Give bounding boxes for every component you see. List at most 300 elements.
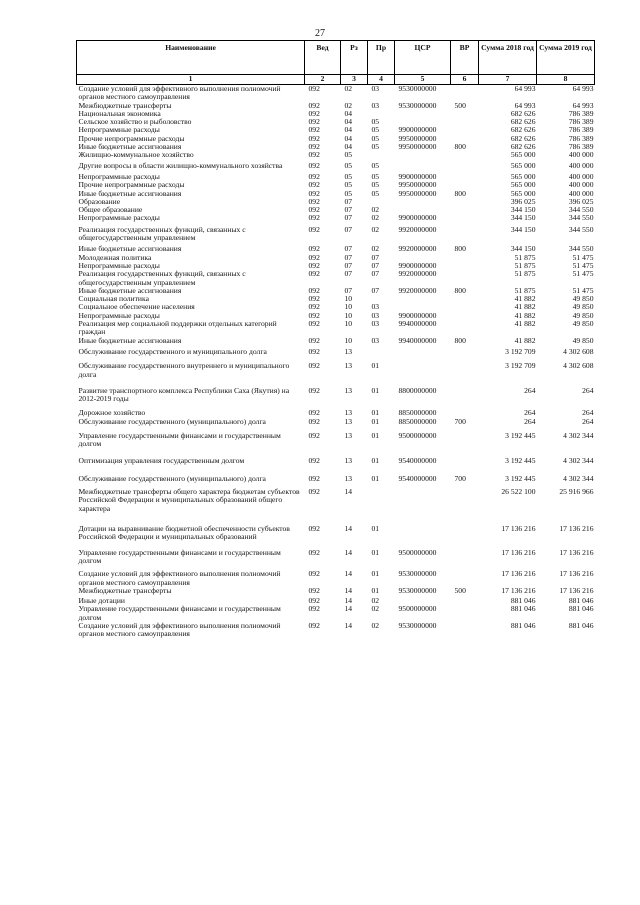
cell-sum-2019: 344 550 bbox=[568, 205, 594, 215]
cell-sum-2019: 51 475 bbox=[572, 269, 594, 279]
col-header-csr: ЦСР bbox=[395, 41, 451, 75]
cell-rz: 05 bbox=[344, 171, 353, 181]
cell-ved: 092 bbox=[308, 547, 320, 557]
cell-sum-2019: 49 850 bbox=[572, 294, 594, 304]
cell-name: Обслуживание государственного и муниципального долга bbox=[78, 346, 267, 356]
cell-sum-2018: 682 626 bbox=[510, 108, 536, 118]
cell-vr bbox=[451, 597, 479, 605]
cell-sum-2019: 17 136 216 bbox=[559, 547, 594, 557]
cell-vr bbox=[451, 254, 479, 262]
table-row bbox=[77, 549, 595, 571]
cell-csr: 9920000000 bbox=[398, 244, 437, 254]
cell-pr: 01 bbox=[371, 408, 380, 418]
cell-name: Социальная политика bbox=[78, 294, 149, 304]
cell-rz: 10 bbox=[344, 335, 353, 345]
cell-vr bbox=[451, 198, 479, 206]
cell-rz: 14 bbox=[344, 569, 353, 579]
cell-csr: 8850000000 bbox=[398, 408, 437, 418]
cell-rz: 04 bbox=[344, 108, 353, 118]
cell-vr bbox=[451, 362, 479, 387]
cell-csr: 9950000000 bbox=[398, 133, 437, 143]
cell-pr: 01 bbox=[371, 473, 380, 483]
cell-rz: 10 bbox=[344, 319, 353, 329]
cell-pr: 05 bbox=[371, 171, 380, 181]
cell-csr bbox=[395, 198, 451, 206]
col-number: 8 bbox=[537, 75, 595, 85]
cell-sum-2018: 3 192 445 bbox=[505, 473, 536, 483]
cell-ved: 092 bbox=[308, 310, 320, 320]
cell-vr: 800 bbox=[454, 188, 466, 198]
cell-sum-2019: 344 550 bbox=[568, 224, 594, 234]
cell-sum-2019: 4 302 608 bbox=[563, 346, 594, 356]
cell-rz: 07 bbox=[344, 213, 353, 223]
cell-rz: 13 bbox=[344, 455, 353, 465]
cell-csr bbox=[395, 110, 451, 118]
cell-ved: 092 bbox=[308, 285, 320, 295]
cell-name: Межбюджетные трансферты общего характера бюджетам субъектов Российской Федерации и муниципальных образований общего характера bbox=[78, 487, 300, 513]
cell-sum-2018: 51 875 bbox=[514, 260, 536, 270]
cell-sum-2018: 41 882 bbox=[514, 310, 536, 320]
cell-pr: 05 bbox=[371, 180, 380, 190]
cell-ved: 092 bbox=[308, 335, 320, 345]
cell-sum-2019: 51 475 bbox=[572, 252, 594, 262]
cell-csr: 9540000000 bbox=[398, 455, 437, 465]
table-row bbox=[77, 488, 595, 525]
cell-name: Непрограммные расходы bbox=[78, 171, 160, 181]
cell-csr: 9530000000 bbox=[398, 100, 437, 110]
cell-ved: 092 bbox=[308, 244, 320, 254]
cell-csr: 9530000000 bbox=[398, 569, 437, 579]
cell-ved: 092 bbox=[308, 385, 320, 395]
cell-rz: 14 bbox=[344, 621, 353, 631]
cell-sum-2019: 400 000 bbox=[568, 180, 594, 190]
cell-pr: 01 bbox=[371, 430, 380, 440]
cell-vr bbox=[451, 525, 479, 549]
cell-rz: 13 bbox=[344, 346, 353, 356]
col-number: 1 bbox=[77, 75, 305, 85]
cell-rz: 14 bbox=[344, 547, 353, 557]
cell-sum-2019: 264 bbox=[582, 385, 594, 395]
cell-sum-2018: 682 626 bbox=[510, 125, 536, 135]
page-number: 27 bbox=[315, 28, 325, 39]
cell-pr: 07 bbox=[371, 285, 380, 295]
cell-rz: 05 bbox=[344, 150, 353, 160]
cell-ved: 092 bbox=[308, 319, 320, 329]
table-row bbox=[77, 362, 595, 387]
cell-name: Управление государственными финансами и государственным долгом bbox=[78, 430, 281, 449]
cell-vr bbox=[451, 303, 479, 311]
cell-csr: 9920000000 bbox=[398, 285, 437, 295]
cell-sum-2019: 264 bbox=[582, 416, 594, 426]
cell-sum-2018: 682 626 bbox=[510, 117, 536, 127]
cell-ved: 092 bbox=[308, 524, 320, 534]
cell-vr: 800 bbox=[454, 244, 466, 254]
cell-vr bbox=[451, 387, 479, 410]
cell-name: Развитие транспортного комплекса Республики Саха (Якутия) на 2012-2019 годы bbox=[78, 385, 290, 404]
cell-vr bbox=[451, 110, 479, 118]
cell-name: Социальное обеспечение населения bbox=[78, 302, 195, 312]
table-row bbox=[77, 570, 595, 587]
cell-ved: 092 bbox=[308, 205, 320, 215]
cell-rz: 07 bbox=[344, 285, 353, 295]
cell-sum-2018: 881 046 bbox=[510, 604, 536, 614]
cell-ved: 092 bbox=[308, 269, 320, 279]
cell-name: Создание условий для эффективного выполнения полномочий органов местного самоуправления bbox=[78, 621, 281, 639]
cell-vr bbox=[451, 206, 479, 214]
cell-csr: 8850000000 bbox=[398, 416, 437, 426]
cell-pr: 02 bbox=[371, 596, 380, 606]
cell-pr: 01 bbox=[371, 547, 380, 557]
cell-rz: 04 bbox=[344, 133, 353, 143]
cell-csr bbox=[395, 295, 451, 303]
table-row bbox=[77, 605, 595, 622]
cell-ved: 092 bbox=[308, 487, 320, 497]
cell-rz: 14 bbox=[344, 596, 353, 606]
cell-sum-2018: 565 000 bbox=[510, 188, 536, 198]
cell-vr bbox=[451, 320, 479, 337]
cell-rz: 13 bbox=[344, 473, 353, 483]
cell-pr: 03 bbox=[371, 302, 380, 312]
cell-rz: 14 bbox=[344, 487, 353, 497]
cell-ved: 092 bbox=[308, 416, 320, 426]
cell-name: Прочие непрограммные расходы bbox=[78, 133, 185, 143]
cell-sum-2018: 344 150 bbox=[510, 205, 536, 215]
cell-ved: 092 bbox=[308, 108, 320, 118]
cell-pr: 02 bbox=[371, 621, 380, 631]
cell-rz: 14 bbox=[344, 524, 353, 534]
cell-sum-2018: 17 136 216 bbox=[501, 585, 536, 595]
cell-pr: 05 bbox=[371, 188, 380, 198]
cell-name: Дотации на выравнивание бюджетной обеспеченности субъектов Российской Федерации и муниципальных образований bbox=[78, 524, 290, 542]
cell-sum-2019: 881 046 bbox=[568, 604, 594, 614]
cell-sum-2018: 881 046 bbox=[510, 596, 536, 606]
cell-name: Иные дотации bbox=[78, 596, 125, 606]
cell-name: Дорожное хозяйство bbox=[78, 408, 146, 418]
cell-pr: 02 bbox=[371, 604, 380, 614]
cell-pr: 02 bbox=[371, 205, 380, 215]
cell-sum-2019: 786 389 bbox=[568, 142, 594, 152]
cell-pr: 02 bbox=[371, 244, 380, 254]
table-row bbox=[77, 270, 595, 287]
cell-vr bbox=[451, 118, 479, 126]
cell-ved: 092 bbox=[308, 294, 320, 304]
cell-rz: 07 bbox=[344, 205, 353, 215]
cell-vr bbox=[451, 432, 479, 457]
cell-sum-2019: 64 993 bbox=[572, 100, 594, 110]
cell-csr: 9940000000 bbox=[398, 335, 437, 345]
cell-rz: 05 bbox=[344, 160, 353, 170]
cell-vr bbox=[451, 85, 479, 102]
cell-vr bbox=[451, 605, 479, 622]
cell-ved: 092 bbox=[308, 117, 320, 127]
cell-sum-2018: 17 136 216 bbox=[501, 569, 536, 579]
cell-ved: 092 bbox=[308, 142, 320, 152]
col-number: 5 bbox=[395, 75, 451, 85]
cell-vr bbox=[451, 622, 479, 639]
cell-name: Молодежная политика bbox=[78, 252, 152, 262]
col-header-rz: Рз bbox=[341, 41, 368, 75]
cell-pr: 01 bbox=[371, 385, 380, 395]
cell-pr: 05 bbox=[371, 160, 380, 170]
cell-rz: 14 bbox=[344, 604, 353, 614]
cell-sum-2018: 41 882 bbox=[514, 294, 536, 304]
cell-csr: 9530000000 bbox=[398, 84, 437, 93]
cell-rz: 05 bbox=[344, 188, 353, 198]
cell-sum-2019: 49 850 bbox=[572, 302, 594, 312]
cell-sum-2018: 41 882 bbox=[514, 319, 536, 329]
cell-sum-2019: 17 136 216 bbox=[559, 524, 594, 534]
cell-vr: 500 bbox=[454, 100, 466, 110]
cell-vr bbox=[451, 295, 479, 303]
cell-sum-2018: 344 150 bbox=[510, 224, 536, 234]
cell-sum-2019: 4 302 608 bbox=[563, 361, 594, 371]
cell-vr bbox=[451, 173, 479, 181]
cell-pr: 05 bbox=[371, 117, 380, 127]
cell-csr: 9530000000 bbox=[398, 621, 437, 631]
cell-name: Обслуживание государственного (муниципального) долга bbox=[78, 473, 266, 483]
cell-rz: 07 bbox=[344, 224, 353, 234]
cell-name: Непрограммные расходы bbox=[78, 125, 160, 135]
cell-csr: 9900000000 bbox=[398, 310, 437, 320]
cell-vr bbox=[451, 312, 479, 320]
cell-sum-2018: 682 626 bbox=[510, 133, 536, 143]
table-row bbox=[77, 387, 595, 410]
cell-pr: 03 bbox=[371, 335, 380, 345]
cell-vr bbox=[451, 162, 479, 173]
cell-rz: 13 bbox=[344, 361, 353, 371]
col-header-vr: ВР bbox=[451, 41, 479, 75]
table-row bbox=[77, 525, 595, 549]
cell-name: Обслуживание государственного внутреннего и муниципального долга bbox=[78, 361, 290, 379]
cell-name: Общее образование bbox=[78, 205, 143, 215]
cell-rz: 04 bbox=[344, 142, 353, 152]
cell-vr bbox=[451, 457, 479, 475]
cell-name: Иные бюджетные ассигнования bbox=[78, 244, 182, 254]
cell-rz: 13 bbox=[344, 385, 353, 395]
cell-vr: 800 bbox=[454, 285, 466, 295]
cell-sum-2018: 3 192 445 bbox=[505, 430, 536, 440]
cell-pr: 01 bbox=[371, 455, 380, 465]
col-number: 2 bbox=[305, 75, 341, 85]
cell-rz: 04 bbox=[344, 117, 353, 127]
cell-sum-2018: 51 875 bbox=[514, 269, 536, 279]
cell-csr: 9920000000 bbox=[398, 224, 437, 234]
cell-rz: 05 bbox=[344, 180, 353, 190]
cell-ved: 092 bbox=[308, 150, 320, 160]
cell-sum-2018: 565 000 bbox=[510, 160, 536, 170]
col-header-pr: Пр bbox=[368, 41, 395, 75]
cell-ved: 092 bbox=[308, 361, 320, 371]
cell-sum-2019: 400 000 bbox=[568, 160, 594, 170]
cell-ved: 092 bbox=[308, 252, 320, 262]
cell-pr: 05 bbox=[371, 125, 380, 135]
cell-name: Оптимизация управления государственным долгом bbox=[78, 455, 245, 465]
cell-sum-2019: 49 850 bbox=[572, 319, 594, 329]
cell-pr: 01 bbox=[371, 569, 380, 579]
table-row bbox=[77, 622, 595, 639]
cell-ved: 092 bbox=[308, 585, 320, 595]
cell-pr: 07 bbox=[371, 260, 380, 270]
cell-rz: 07 bbox=[344, 260, 353, 270]
cell-csr bbox=[395, 362, 451, 387]
cell-rz: 10 bbox=[344, 302, 353, 312]
cell-pr: 03 bbox=[371, 100, 380, 110]
cell-sum-2018: 17 136 216 bbox=[501, 547, 536, 557]
cell-ved: 092 bbox=[308, 430, 320, 440]
cell-sum-2019: 17 136 216 bbox=[559, 585, 594, 595]
cell-name: Другие вопросы в области жилищно-коммунального хозяйства bbox=[78, 160, 283, 170]
cell-rz: 07 bbox=[344, 252, 353, 262]
cell-pr: 03 bbox=[371, 310, 380, 320]
cell-name: Создание условий для эффективного выполнения полномочий органов местного самоуправления bbox=[78, 84, 281, 102]
cell-pr: 02 bbox=[371, 224, 380, 234]
cell-sum-2018: 344 150 bbox=[510, 213, 536, 223]
cell-name: Жилищно-коммунальное хозяйство bbox=[78, 150, 194, 160]
cell-pr: 05 bbox=[371, 142, 380, 152]
cell-name: Управление государственными финансами и государственным долгом bbox=[78, 604, 281, 622]
cell-pr: 03 bbox=[371, 84, 380, 93]
cell-csr: 9900000000 bbox=[398, 213, 437, 223]
cell-vr bbox=[451, 570, 479, 587]
cell-rz: 07 bbox=[344, 196, 353, 206]
col-header-name: Наименование bbox=[77, 41, 305, 75]
cell-rz: 07 bbox=[344, 244, 353, 254]
cell-pr: 02 bbox=[371, 213, 380, 223]
cell-ved: 092 bbox=[308, 408, 320, 418]
cell-sum-2018: 41 882 bbox=[514, 302, 536, 312]
cell-ved: 092 bbox=[308, 100, 320, 110]
cell-vr: 800 bbox=[454, 142, 466, 152]
cell-name: Иные бюджетные ассигнования bbox=[78, 142, 182, 152]
cell-vr: 500 bbox=[454, 585, 466, 595]
cell-csr bbox=[395, 525, 451, 549]
header-row bbox=[77, 41, 595, 75]
cell-sum-2019: 786 389 bbox=[568, 133, 594, 143]
col-number: 6 bbox=[451, 75, 479, 85]
cell-name: Межбюджетные трансферты bbox=[78, 100, 172, 110]
cell-ved: 092 bbox=[308, 84, 320, 93]
table-body bbox=[77, 85, 595, 639]
cell-ved: 092 bbox=[308, 621, 320, 631]
cell-sum-2019: 396 025 bbox=[568, 196, 594, 206]
cell-sum-2019: 786 389 bbox=[568, 125, 594, 135]
cell-name: Прочие непрограммные расходы bbox=[78, 180, 185, 190]
cell-name: Межбюджетные трансферты bbox=[78, 585, 172, 595]
cell-ved: 092 bbox=[308, 346, 320, 356]
table-row bbox=[77, 348, 595, 362]
cell-sum-2018: 3 192 709 bbox=[505, 346, 536, 356]
cell-vr: 700 bbox=[454, 473, 466, 483]
table-row bbox=[77, 457, 595, 475]
cell-sum-2018: 51 875 bbox=[514, 285, 536, 295]
cell-ved: 092 bbox=[308, 224, 320, 234]
cell-name: Образование bbox=[78, 196, 121, 206]
cell-ved: 092 bbox=[308, 133, 320, 143]
table-row bbox=[77, 418, 595, 432]
cell-vr bbox=[451, 226, 479, 246]
cell-sum-2019: 344 550 bbox=[568, 213, 594, 223]
cell-rz: 10 bbox=[344, 294, 353, 304]
cell-sum-2018: 264 bbox=[524, 385, 536, 395]
cell-name: Сельское хозяйство и рыболовство bbox=[78, 117, 192, 127]
cell-csr: 9900000000 bbox=[398, 260, 437, 270]
cell-name: Реализация государственных функций, связанных с общегосударственным управлением bbox=[78, 224, 246, 243]
cell-sum-2018: 344 150 bbox=[510, 244, 536, 254]
cell-name: Обслуживание государственного (муниципального) долга bbox=[78, 416, 266, 426]
cell-sum-2018: 64 993 bbox=[514, 84, 536, 93]
budget-table bbox=[76, 40, 595, 639]
cell-sum-2018: 264 bbox=[524, 408, 536, 418]
cell-sum-2018: 3 192 709 bbox=[505, 361, 536, 371]
cell-sum-2019: 881 046 bbox=[568, 621, 594, 631]
cell-sum-2018: 565 000 bbox=[510, 180, 536, 190]
cell-sum-2019: 400 000 bbox=[568, 188, 594, 198]
cell-sum-2018: 682 626 bbox=[510, 142, 536, 152]
cell-csr: 9900000000 bbox=[398, 125, 437, 135]
cell-csr: 9540000000 bbox=[398, 473, 437, 483]
cell-sum-2018: 17 136 216 bbox=[501, 524, 536, 534]
cell-pr: 01 bbox=[371, 416, 380, 426]
cell-vr bbox=[451, 549, 479, 571]
cell-name: Управление государственными финансами и государственным долгом bbox=[78, 547, 281, 565]
cell-rz: 13 bbox=[344, 416, 353, 426]
cell-sum-2018: 26 522 100 bbox=[501, 487, 536, 497]
cell-csr: 9950000000 bbox=[398, 188, 437, 198]
cell-pr: 01 bbox=[371, 361, 380, 371]
cell-ved: 092 bbox=[308, 188, 320, 198]
cell-ved: 092 bbox=[308, 596, 320, 606]
cell-vr: 700 bbox=[454, 416, 466, 426]
cell-csr bbox=[395, 348, 451, 362]
cell-pr bbox=[368, 488, 395, 525]
cell-rz: 13 bbox=[344, 408, 353, 418]
cell-ved: 092 bbox=[308, 160, 320, 170]
cell-vr bbox=[451, 151, 479, 161]
cell-pr: 07 bbox=[371, 269, 380, 279]
cell-ved: 092 bbox=[308, 473, 320, 483]
col-header-sum-2019: Сумма 2019 год bbox=[537, 41, 595, 75]
column-number-row bbox=[77, 75, 595, 85]
cell-name: Создание условий для эффективного выполнения полномочий органов местного самоуправления bbox=[78, 569, 281, 587]
cell-pr: 05 bbox=[371, 133, 380, 143]
cell-vr bbox=[451, 214, 479, 225]
cell-csr: 9950000000 bbox=[398, 180, 437, 190]
col-header-sum-2018: Сумма 2018 год bbox=[479, 41, 537, 75]
cell-sum-2018: 3 192 445 bbox=[505, 455, 536, 465]
table-row bbox=[77, 226, 595, 246]
cell-sum-2019: 64 993 bbox=[572, 84, 594, 93]
cell-name: Непрограммные расходы bbox=[78, 310, 160, 320]
cell-csr: 9500000000 bbox=[398, 547, 437, 557]
cell-sum-2019: 4 302 344 bbox=[563, 473, 594, 483]
cell-sum-2019: 881 046 bbox=[568, 596, 594, 606]
cell-sum-2019: 25 916 966 bbox=[559, 487, 594, 497]
cell-sum-2019: 51 475 bbox=[572, 260, 594, 270]
cell-name: Непрограммные расходы bbox=[78, 213, 160, 223]
cell-csr: 9920000000 bbox=[398, 269, 437, 279]
cell-rz: 02 bbox=[344, 100, 353, 110]
cell-sum-2019: 49 850 bbox=[572, 335, 594, 345]
cell-sum-2018: 41 882 bbox=[514, 335, 536, 345]
cell-ved: 092 bbox=[308, 604, 320, 614]
cell-vr bbox=[451, 348, 479, 362]
cell-rz: 13 bbox=[344, 430, 353, 440]
cell-sum-2019: 49 850 bbox=[572, 310, 594, 320]
col-number: 4 bbox=[368, 75, 395, 85]
cell-sum-2019: 786 389 bbox=[568, 117, 594, 127]
cell-vr bbox=[451, 262, 479, 270]
cell-name: Иные бюджетные ассигнования bbox=[78, 285, 182, 295]
